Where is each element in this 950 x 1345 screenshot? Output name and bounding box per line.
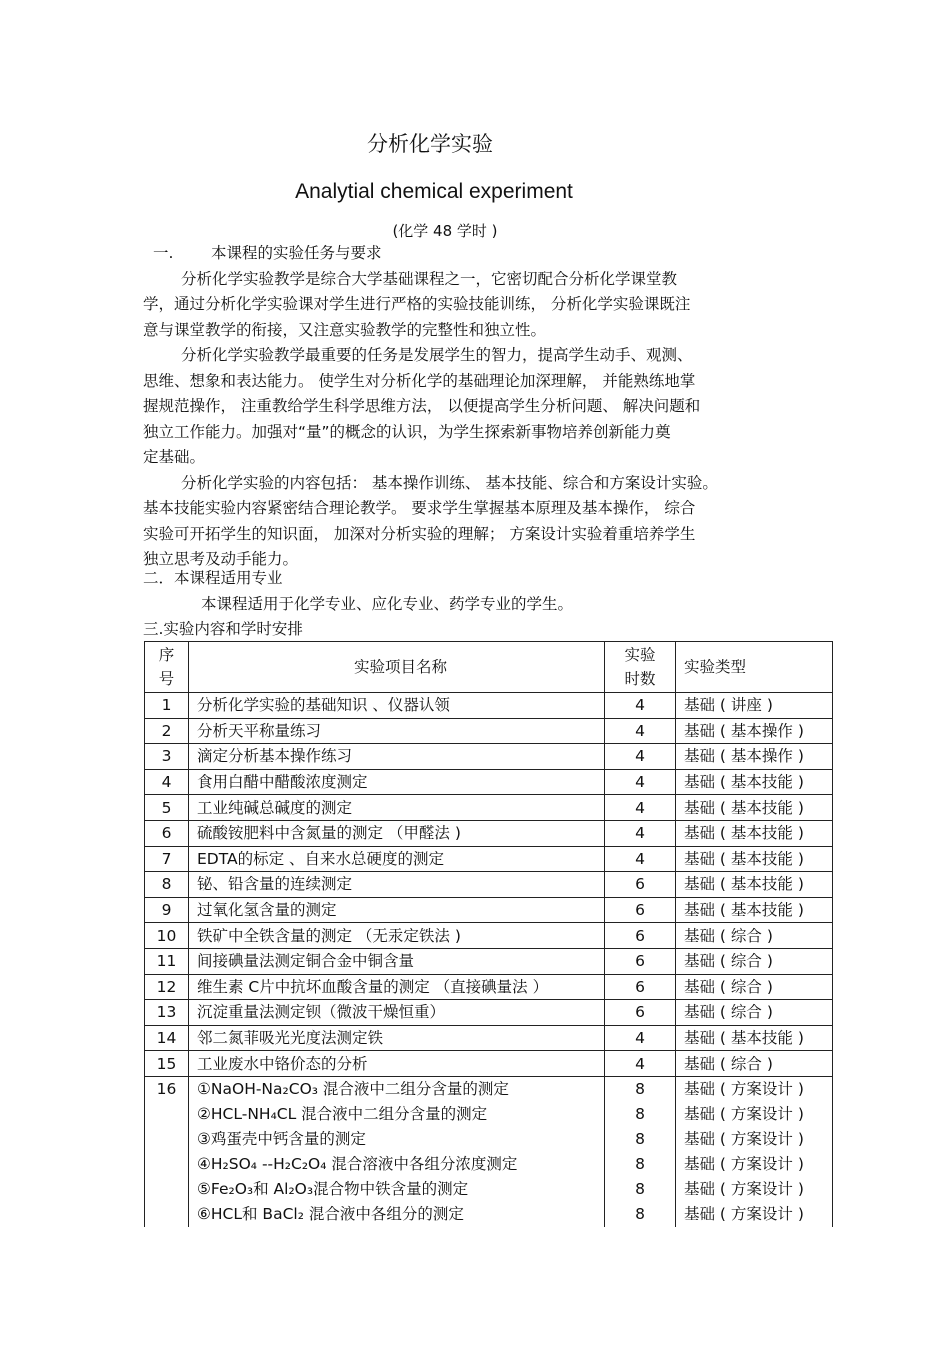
paragraph-line: 分析化学实验教学是综合大学基础课程之一，它密切配合分析化学课堂教 (181, 269, 678, 288)
table-row (145, 1000, 833, 1026)
header-type: 实验类型 (676, 642, 833, 693)
cell-hours: 8 (635, 1079, 645, 1098)
cell-name: 铁矿中全铁含量的测定 （无汞定铁法 ) (189, 923, 605, 949)
cell-name: 工业纯碱总碱度的测定 (189, 795, 605, 821)
paragraph-line: 基本技能实验内容紧密结合理论教学。 要求学生掌握基本原理及基本操作， 综合 (143, 499, 696, 517)
cell-name: 食用白醋中醋酸浓度测定 (189, 769, 605, 795)
cell-no: 15 (145, 1051, 189, 1077)
paragraph-line: 学，通过分析化学实验课对学生进行严格的实验技能训练， 分析化学实验课既注 (143, 295, 691, 313)
cell-no: 12 (145, 974, 189, 1000)
cell-no: 5 (145, 795, 189, 821)
cell-hours: 4 (605, 1025, 676, 1051)
cell-type: 基础 ( 方案设计 ) (684, 1154, 804, 1173)
cell-name: ②HCL-NH₄CL 混合液中二组分含量的测定 (197, 1104, 488, 1123)
cell-type: 基础 ( 综合 ) (676, 1051, 833, 1077)
experiment-schedule-table (144, 641, 833, 1227)
cell-no: 3 (145, 744, 189, 770)
paragraph-line: 独立工作能力。加强对“量”的概念的认识，为学生探索新事物培养创新能力奠 (143, 422, 671, 441)
cell-no: 2 (145, 718, 189, 744)
cell-hours: 4 (605, 820, 676, 846)
cell-name: 工业废水中铬价态的分析 (189, 1051, 605, 1077)
cell-type: 基础 ( 方案设计 ) (684, 1129, 804, 1148)
table-row (145, 897, 833, 923)
cell-type: 基础 ( 方案设计 ) (684, 1179, 804, 1198)
cell-name: 沉淀重量法测定钡（微波干燥恒重） (189, 1000, 605, 1026)
cell-type: 基础 ( 基本操作 ) (676, 718, 833, 744)
cell-type: 基础 ( 基本技能 ) (676, 820, 833, 846)
cell-hours: 4 (605, 693, 676, 719)
cell-no: 4 (145, 769, 189, 795)
cell-name: 滴定分析基本操作练习 (189, 744, 605, 770)
cell-hours: 4 (605, 795, 676, 821)
table-body (145, 693, 833, 1227)
cell-no: 16 (145, 1076, 189, 1227)
cell-no: 8 (145, 872, 189, 898)
cell-type: 基础 ( 综合 ) (676, 948, 833, 974)
header-hours-line2: 时数 (624, 670, 656, 688)
document-title-cn: 分析化学实验 (367, 132, 493, 156)
table-row (145, 744, 833, 770)
cell-no: 11 (145, 948, 189, 974)
cell-name: ④H₂SO₄ --H₂C₂O₄ 混合溶液中各组分浓度测定 (197, 1154, 518, 1173)
cell-hours: 6 (605, 872, 676, 898)
cell-type: 基础 ( 基本技能 ) (676, 897, 833, 923)
table-row (145, 795, 833, 821)
cell-no: 10 (145, 923, 189, 949)
section-1-heading-text: 本课程的实验任务与要求 (211, 244, 382, 262)
table-row (145, 974, 833, 1000)
header-no-line2: 号 (158, 670, 175, 688)
cell-no: 7 (145, 846, 189, 872)
cell-no: 9 (145, 897, 189, 923)
cell-type-group (676, 1076, 833, 1227)
cell-hours: 6 (605, 1000, 676, 1026)
cell-hours: 6 (605, 923, 676, 949)
paragraph-line: 思维、想象和表达能力。 使学生对分析化学的基础理论加深理解， 并能熟练地掌 (143, 371, 696, 390)
table-row (145, 1025, 833, 1051)
cell-name-group (189, 1076, 605, 1227)
section-1 (143, 241, 823, 573)
cell-name: 过氧化氢含量的测定 (189, 897, 605, 923)
cell-type: 基础 ( 基本技能 ) (676, 795, 833, 821)
cell-hours: 8 (635, 1154, 645, 1173)
cell-type: 基础 ( 基本技能 ) (676, 846, 833, 872)
cell-hours: 6 (605, 974, 676, 1000)
cell-type: 基础 ( 讲座 ) (676, 693, 833, 719)
cell-hours: 4 (605, 718, 676, 744)
section-1-heading (143, 241, 823, 267)
cell-hours: 4 (605, 846, 676, 872)
cell-hours-group (605, 1076, 676, 1227)
table-row (145, 872, 833, 898)
header-no-line1: 序 (158, 646, 175, 664)
section-2-text: 本课程适用于化学专业、应化专业、药学专业的学生。 (201, 594, 574, 613)
cell-no: 6 (145, 820, 189, 846)
cell-name: 铋、铅含量的连续测定 (189, 872, 605, 898)
cell-type: 基础 ( 基本技能 ) (676, 769, 833, 795)
cell-no: 14 (145, 1025, 189, 1051)
paragraph-line: 意与课堂教学的衔接，又注意实验教学的完整性和独立性。 (143, 320, 547, 339)
cell-hours: 6 (605, 948, 676, 974)
cell-type: 基础 ( 基本操作 ) (676, 744, 833, 770)
cell-name: 维生素 C片中抗坏血酸含量的测定 （直接碘量法 ） (189, 974, 605, 1000)
header-no (145, 642, 189, 693)
table-row (145, 1051, 833, 1077)
table-row (145, 718, 833, 744)
table-row (145, 948, 833, 974)
table-row (145, 769, 833, 795)
cell-hours: 6 (605, 897, 676, 923)
header-name: 实验项目名称 (189, 642, 605, 693)
cell-hours: 8 (635, 1179, 645, 1198)
cell-name: ⑤Fe₂O₃和 Al₂O₃混合物中铁含量的测定 (197, 1179, 469, 1198)
cell-name: ③鸡蛋壳中钙含量的测定 (197, 1129, 366, 1148)
cell-name: 间接碘量法测定铜合金中铜含量 (189, 948, 605, 974)
table-row (145, 846, 833, 872)
paragraph-line: 实验可开拓学生的知识面， 加深对分析实验的理解； 方案设计实验着重培养学生 (143, 524, 696, 543)
cell-hours: 8 (635, 1129, 645, 1148)
table-row (145, 923, 833, 949)
table-header-row (145, 642, 833, 693)
paragraph-line: 分析化学实验的内容包括： 基本操作训练、 基本技能、综合和方案设计实验。 (181, 473, 718, 492)
section-1-number: 一. (153, 244, 174, 262)
cell-type: 基础 ( 综合 ) (676, 1000, 833, 1026)
table-row (145, 820, 833, 846)
cell-no: 13 (145, 1000, 189, 1026)
section-2-3 (143, 566, 823, 643)
cell-no: 1 (145, 693, 189, 719)
header-hours (605, 642, 676, 693)
section-2-heading: 二．本课程适用专业 (143, 569, 283, 587)
cell-hours: 4 (605, 744, 676, 770)
cell-type: 基础 ( 基本技能 ) (676, 1025, 833, 1051)
table-row (145, 693, 833, 719)
cell-name: EDTA的标定 、自来水总硬度的测定 (189, 846, 605, 872)
cell-hours: 4 (605, 769, 676, 795)
cell-hours: 8 (635, 1204, 645, 1223)
document-title-en: Analytial chemical experiment (295, 180, 573, 203)
cell-type: 基础 ( 基本技能 ) (676, 872, 833, 898)
cell-type: 基础 ( 综合 ) (676, 923, 833, 949)
cell-hours: 4 (605, 1051, 676, 1077)
cell-type: 基础 ( 方案设计 ) (684, 1104, 804, 1123)
cell-name: 硫酸铵肥料中含氮量的测定 （甲醛法 ) (189, 820, 605, 846)
cell-name: ①NaOH-Na₂CO₃ 混合液中二组分含量的测定 (197, 1079, 509, 1098)
cell-name: ⑥HCL和 BaCl₂ 混合液中各组分的测定 (197, 1204, 464, 1223)
section-3-heading: 三.实验内容和学时安排 (143, 620, 303, 638)
cell-type: 基础 ( 方案设计 ) (684, 1079, 804, 1098)
table-row-16 (145, 1076, 833, 1227)
paragraph-line: 定基础。 (143, 448, 206, 466)
cell-name: 邻二氮菲吸光光度法测定铁 (189, 1025, 605, 1051)
cell-type: 基础 ( 方案设计 ) (684, 1204, 804, 1223)
paragraph-line: 分析化学实验教学最重要的任务是发展学生的智力，提高学生动手、观测、 (181, 346, 693, 364)
paragraph-line: 独立思考及动手能力。 (143, 550, 299, 568)
header-hours-line1: 实验 (624, 646, 656, 664)
cell-name: 分析天平称量练习 (189, 718, 605, 744)
cell-hours: 8 (635, 1104, 645, 1123)
course-hours-subtitle: (化学 48 学时 ) (392, 222, 498, 240)
paragraph-line: 握规范操作， 注重教给学生科学思维方法， 以便提高学生分析问题、 解决问题和 (143, 397, 701, 415)
cell-name: 分析化学实验的基础知识 、仪器认领 (189, 693, 605, 719)
cell-type: 基础 ( 综合 ) (676, 974, 833, 1000)
